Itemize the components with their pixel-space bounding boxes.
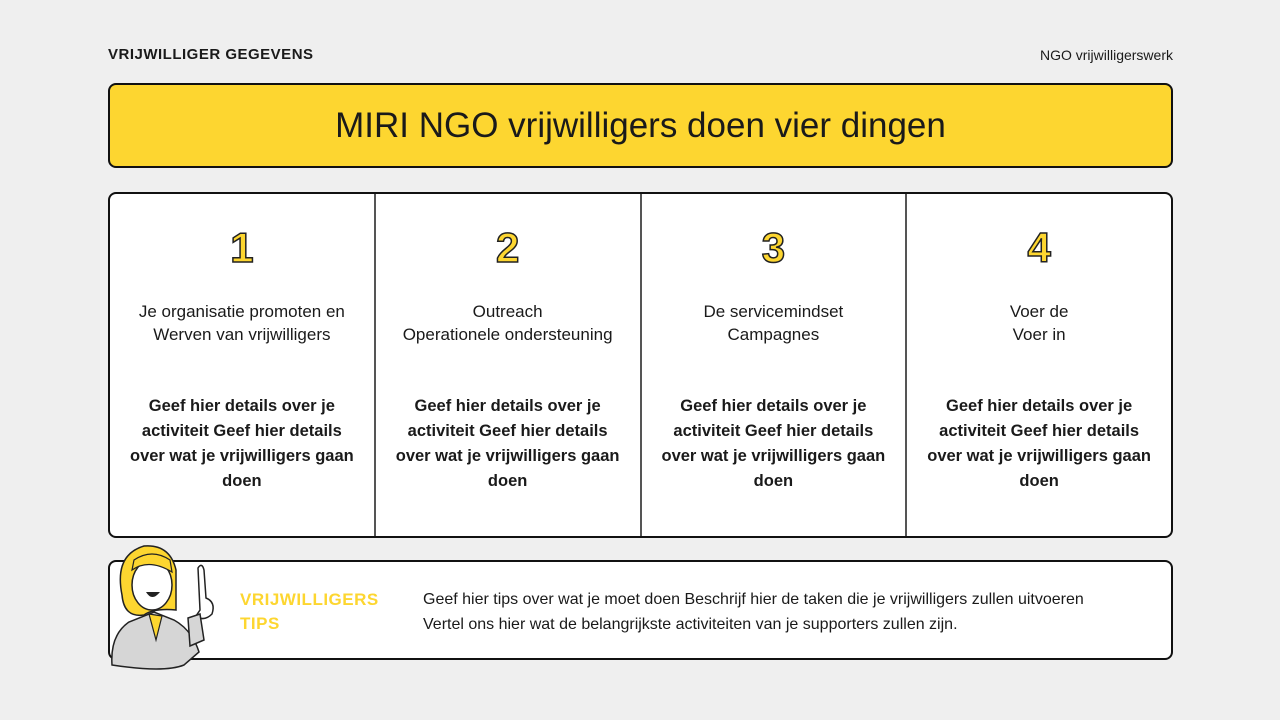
activity-title <box>907 300 1171 346</box>
tips-label-line: TIPS <box>240 614 280 633</box>
activity-card <box>907 194 1171 536</box>
activity-number: 2 <box>495 224 520 271</box>
activity-details: Geef hier details over je activiteit Geef hier details over wat je vrijwilligers gaan doen <box>661 397 886 490</box>
title-banner <box>108 83 1173 168</box>
activity-card <box>110 194 376 536</box>
activity-number: 1 <box>230 224 254 271</box>
section-label: VRIJWILLIGER GEGEVENS <box>108 46 314 63</box>
activity-details: Geef hier details over je activiteit Geef hier details over wat je vrijwilligers gaan doen <box>927 397 1151 490</box>
tips-label <box>240 588 379 636</box>
title-line: Werven van vrijwilligers <box>153 325 331 344</box>
activity-details: Geef hier details over je activiteit Geef hier details over wat je vrijwilligers gaan doen <box>129 397 354 490</box>
tips-line: Geef hier tips over wat je moet doen Beschrijf hier de taken die je vrijwilligers zullen uitvoeren <box>423 591 1084 608</box>
activity-title <box>642 300 906 346</box>
activity-number: 4 <box>1027 224 1051 271</box>
activity-number: 3 <box>761 224 786 271</box>
tips-box <box>108 560 1173 660</box>
tips-label-line: VRIJWILLIGERS <box>240 590 379 609</box>
page-subtitle: NGO vrijwilligerswerk <box>1039 47 1173 63</box>
title-line: De servicemindset <box>703 302 844 321</box>
title-line: Voer de <box>1009 302 1069 321</box>
title-line: Voer in <box>1012 325 1066 344</box>
title-line: Je organisatie promoten en <box>138 302 345 321</box>
title-line: Campagnes <box>727 325 820 344</box>
activity-details: Geef hier details over je activiteit Geef hier details over wat je vrijwilligers gaan doen <box>395 397 620 490</box>
person-pointing-illustration <box>104 540 224 675</box>
activity-card <box>376 194 642 536</box>
activities-grid <box>108 192 1173 538</box>
activity-title <box>110 300 374 346</box>
tips-text <box>423 587 1084 637</box>
page-title: MIRI NGO vrijwilligers doen vier dingen <box>335 105 946 145</box>
tips-line: Vertel ons hier wat de belangrijkste activiteiten van je supporters zullen zijn. <box>423 616 958 633</box>
title-line: Operationele ondersteuning <box>402 325 613 344</box>
activity-title <box>376 300 640 346</box>
title-line: Outreach <box>472 302 543 321</box>
activity-card <box>642 194 908 536</box>
